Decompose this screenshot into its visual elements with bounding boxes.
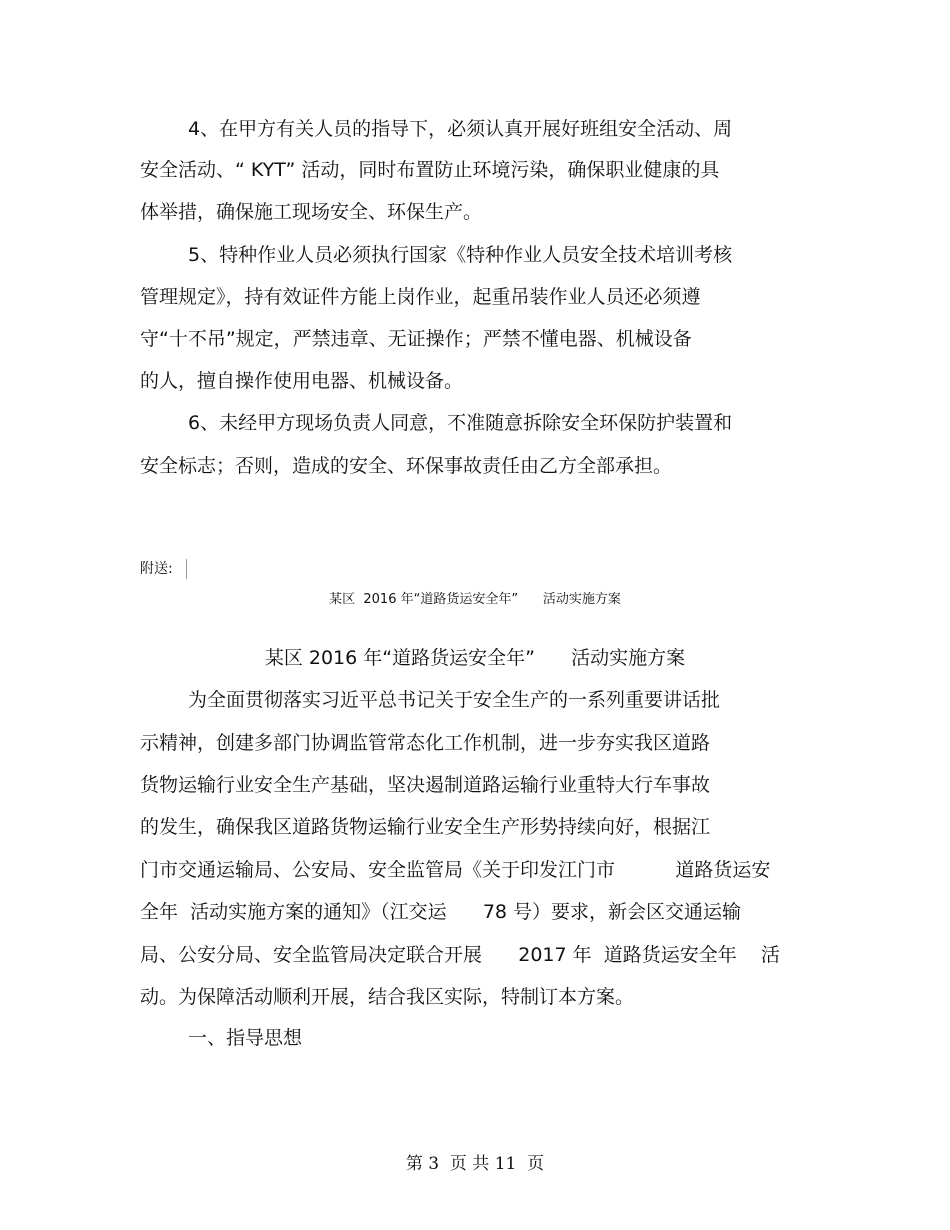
paragraph-4-line-2: 安全活动、“ KYT” 活动，同时布置防止环境污染，确保职业健康的具 xyxy=(140,159,720,181)
plan-intro-line-2: 示精神，创建多部门协调监管常态化工作机制，进一步夯实我区道路 xyxy=(140,732,711,754)
page-number-footer: 第 3 页 共 11 页 xyxy=(405,1154,545,1174)
paragraph-5-line-1: 5、特种作业人员必须执行国家《特种作业人员安全技术培训考核 xyxy=(188,244,733,266)
paragraph-6-line-1: 6、未经甲方现场负责人同意，不准随意拆除安全环保防护装置和 xyxy=(188,412,733,434)
attachment-label: 附送: xyxy=(140,561,173,577)
plan-intro-line-7: 局、公安分局、安全监管局决定联合开展 2017 年 道路货运安全年 活 xyxy=(140,944,780,966)
paragraph-5-line-4: 的人，擅自操作使用电器、机械设备。 xyxy=(140,370,464,392)
section-heading-guiding-thought: 一、指导思想 xyxy=(188,1027,303,1049)
text-cursor-divider xyxy=(186,559,187,579)
paragraph-6-line-2: 安全标志；否则，造成的安全、环保事故责任由乙方全部承担。 xyxy=(140,455,673,477)
plan-title: 某区 2016 年“道路货运安全年” 活动实施方案 xyxy=(264,647,686,669)
plan-intro-line-8: 动。为保障活动顺利开展，结合我区实际，特制订本方案。 xyxy=(140,986,635,1008)
paragraph-4-line-1: 4、在甲方有关人员的指导下，必须认真开展好班组安全活动、周 xyxy=(188,118,733,140)
paragraph-4-line-3: 体举措，确保施工现场安全、环保生产。 xyxy=(140,201,483,223)
plan-intro-line-3: 货物运输行业安全生产基础，坚决遏制道路运输行业重特大行车事故 xyxy=(140,774,711,796)
plan-intro-line-1: 为全面贯彻落实习近平总书记关于安全生产的一系列重要讲话批 xyxy=(188,689,721,711)
paragraph-5-line-2: 管理规定》，持有效证件方能上岗作业，起重吊装作业人员还必须遵 xyxy=(140,286,701,308)
attachment-small-title: 某区 2016 年“道路货运安全年” 活动实施方案 xyxy=(329,592,621,607)
plan-intro-line-6: 全年 活动实施方案的通知》（江交运 78 号）要求，新会区交通运输 xyxy=(140,901,742,923)
plan-intro-line-4: 的发生，确保我区道路货物运输行业安全生产形势持续向好，根据江 xyxy=(140,816,711,838)
plan-intro-line-5: 门市交通运输局、公安局、安全监管局《关于印发江门市 道路货运安 xyxy=(140,859,771,881)
paragraph-5-line-3: 守“十不吊”规定，严禁违章、无证操作；严禁不懂电器、机械设备 xyxy=(140,328,692,350)
